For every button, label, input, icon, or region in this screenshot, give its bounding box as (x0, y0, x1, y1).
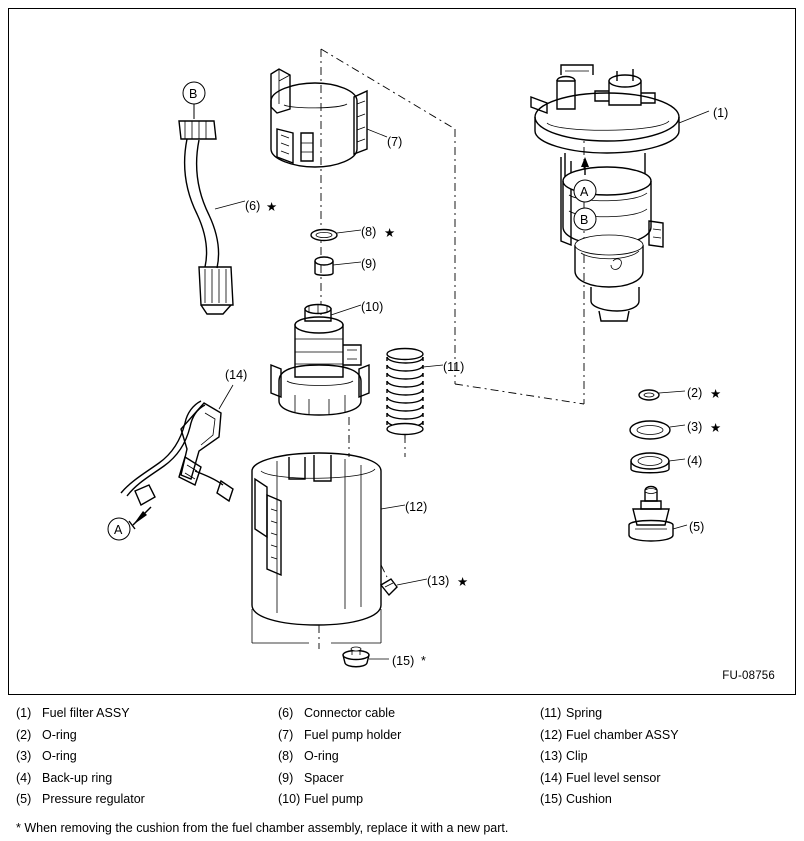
legend (8, 706, 796, 835)
part-fuel-filter-assy (531, 65, 728, 321)
svg-text:(6): (6) (245, 199, 261, 213)
svg-text:(14): (14) (225, 368, 248, 382)
svg-text:A: A (114, 523, 123, 537)
legend-label: Spacer (304, 770, 344, 785)
part-fuel-pump-holder (271, 69, 402, 167)
svg-text:★: ★ (710, 421, 722, 435)
svg-text:A: A (580, 185, 589, 199)
legend-label: Clip (566, 749, 588, 763)
legend-footnote: * When removing the cushion from the fuel chamber assembly, replace it with a new part. (16, 820, 509, 835)
svg-text:(13): (13) (427, 574, 450, 588)
svg-text:(11): (11) (443, 360, 465, 374)
svg-text:(2): (2) (687, 386, 703, 400)
legend-column-3 (532, 706, 794, 814)
legend-number: (11) (540, 706, 562, 720)
part-fuel-chamber-assy (252, 453, 427, 649)
legend-number: (15) (540, 792, 563, 806)
part-connector-cable (179, 82, 277, 314)
part-backup-ring (631, 453, 702, 473)
legend-item (8, 706, 270, 728)
legend-item (8, 792, 270, 814)
part-fuel-level-sensor (108, 368, 247, 540)
legend-number: (4) (16, 770, 32, 785)
svg-text:B: B (189, 87, 198, 101)
legend-number: (9) (278, 770, 294, 785)
legend-item (532, 792, 794, 814)
figure-frame (8, 8, 796, 695)
legend-label: Cushion (566, 792, 612, 806)
legend-number: (3) (16, 749, 32, 763)
legend-label: Back-up ring (42, 770, 113, 785)
svg-text:(4): (4) (687, 454, 703, 468)
part-oring-8 (311, 225, 395, 241)
figure-code: FU-08756 (722, 670, 775, 682)
svg-text:(15): (15) (392, 654, 415, 668)
legend-item (270, 749, 532, 771)
legend-number: (10) (278, 792, 301, 806)
legend-label: O-ring (42, 749, 77, 763)
legend-label: Fuel filter ASSY (42, 706, 130, 720)
legend-column-2 (270, 706, 532, 814)
svg-text:(3): (3) (687, 420, 703, 434)
exploded-parts-diagram (9, 9, 795, 694)
part-oring-3 (630, 420, 721, 439)
part-pressure-regulator (629, 487, 704, 542)
legend-columns (8, 706, 796, 814)
legend-item (8, 771, 270, 793)
svg-text:★: ★ (384, 226, 396, 240)
svg-text:*: * (421, 654, 426, 668)
svg-text:(8): (8) (361, 225, 377, 239)
legend-number: (14) (540, 770, 563, 785)
legend-label: O-ring (304, 749, 339, 763)
part-spacer (315, 257, 376, 275)
svg-text:★: ★ (457, 575, 469, 589)
svg-text:(12): (12) (405, 500, 428, 514)
legend-item (270, 792, 532, 814)
part-cushion (343, 647, 426, 668)
legend-column-1 (8, 706, 270, 814)
legend-label: Spring (566, 706, 603, 720)
legend-label: Pressure regulator (42, 792, 145, 806)
guide-pump-to-chamber (349, 417, 405, 457)
legend-item (532, 706, 794, 728)
legend-label: Connector cable (304, 706, 396, 720)
legend-number: (6) (278, 706, 294, 720)
part-oring-2 (639, 386, 721, 401)
svg-text:(5): (5) (689, 520, 705, 534)
legend-item (532, 771, 794, 793)
legend-number: (12) (540, 727, 563, 742)
svg-text:B: B (580, 213, 589, 227)
legend-item (270, 706, 532, 728)
legend-item (270, 728, 532, 750)
legend-item (8, 749, 270, 771)
legend-label: Fuel chamber ASSY (566, 727, 679, 742)
legend-number: (7) (278, 727, 294, 742)
legend-number: (5) (16, 792, 32, 806)
legend-label: Fuel level sensor (566, 770, 661, 785)
legend-item (532, 749, 794, 771)
svg-text:(1): (1) (713, 106, 729, 120)
legend-number: (13) (540, 749, 563, 763)
svg-text:(9): (9) (361, 257, 377, 271)
legend-item (270, 771, 532, 793)
part-clip (381, 565, 468, 595)
legend-number: (1) (16, 706, 32, 720)
legend-label: Fuel pump (304, 792, 364, 806)
legend-item (8, 728, 270, 750)
svg-text:(10): (10) (361, 300, 384, 314)
legend-number: (2) (16, 727, 32, 742)
legend-number: (8) (278, 749, 294, 763)
svg-text:★: ★ (710, 387, 722, 401)
svg-text:★: ★ (266, 200, 278, 214)
svg-text:(7): (7) (387, 135, 403, 149)
legend-label: Fuel pump holder (304, 727, 402, 742)
legend-label: O-ring (42, 727, 77, 742)
part-fuel-pump (271, 300, 383, 415)
legend-item (532, 728, 794, 750)
